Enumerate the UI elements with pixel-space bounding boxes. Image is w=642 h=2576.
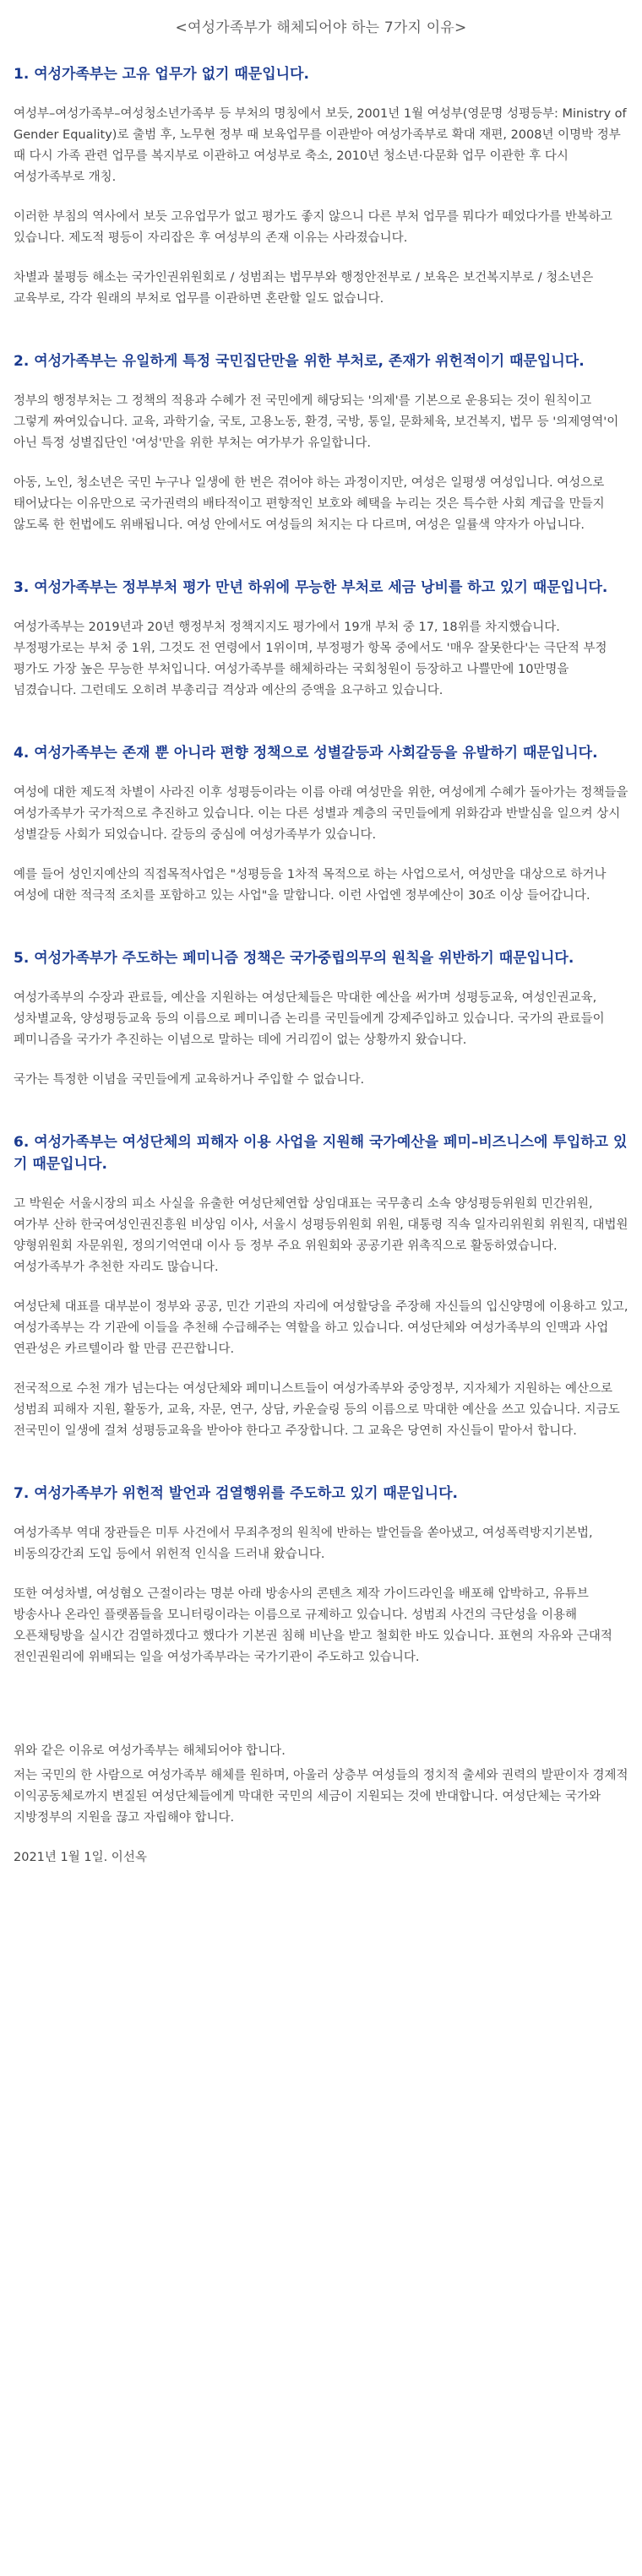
- closing-paragraph: 저는 국민의 한 사람으로 여성가족부 해체를 원하며, 아울러 상층부 여성들의 정치적 출세와 권력의 발판이자 경제적 이익공동체로까지 변질된 여성단체들에게 막대한 국민의 세금이 지원되는 것에 반대합니다. 여성단체는 국가와 지방정부의 지원을 끊고 자립해야 합니다.: [14, 1769, 628, 1825]
- closing-statement: 위와 같은 이유로 여성가족부는 해체되어야 합니다.: [14, 1744, 286, 1758]
- reason-paragraph: 이러한 부침의 역사에서 보듯 고유업무가 없고 평가도 좋지 않으니 다른 부처 업무를 뭐다가 떼었다가를 반복하고 있습니다. 제도적 평등이 자리잡은 후 여성부의 존재 이유는 사라졌습니다.: [14, 210, 612, 245]
- reason-paragraph: 고 박원순 서울시장의 피소 사실을 유출한 여성단체연합 상임대표는 국무총리 소속 양성평등위원회 민간위원, 여가부 산하 한국여성인권진흥원 비상임 이사, 서울시 성평등위원회 위원, 대통령 직속 일자리위원회 위원직, 대법원 양형위원회 자문위원, 정의기억연대 이사 등 정부 주요 위원회와 공공기관 위촉직으로 활동하였습니다. 여성가족부가 추천한 자리도 많습니다.: [14, 1197, 628, 1274]
- reason-heading-6: 6. 여성가족부는 여성단체의 피해자 이용 사업을 지원해 국가예산을 페미–비즈니스에 투입하고 있기 때문입니다.: [14, 1134, 628, 1173]
- reason-section-7: [14, 1483, 628, 1668]
- reason-paragraph: 전국적으로 수천 개가 넘는다는 여성단체와 페미니스트들이 여성가족부와 중앙정부, 지자체가 지원하는 예산으로 성범죄 피해자 지원, 활동가, 교육, 자문, 연구, 상담, 카운슬링 등의 이름으로 막대한 예산을 쓰고 있습니다. 지금도 전국민이 일생에 걸쳐 성평등교육을 받아야 한다고 주장합니다. 그 교육은 당연히 자신들이 맡아서 합니다.: [14, 1382, 620, 1438]
- reason-section-2: [14, 350, 628, 536]
- reason-paragraph: 여성가족부의 수장과 관료들, 예산을 지원하는 여성단체들은 막대한 예산을 써가며 성평등교육, 여성인권교육, 성차별교육, 양성평등교육 등의 이름으로 페미니즘 논리를 국민들에게 강제주입하고 있습니다. 국가의 관료들이 페미니즘을 국가가 추진하는 이념으로 말하는 데에 거리낌이 없는 상황까지 왔습니다.: [14, 991, 605, 1047]
- article-title: <여성가족부가 해체되어야 하는 7가지 이유>: [175, 19, 467, 36]
- reason-section-5: [14, 947, 628, 1091]
- reason-heading-4: 4. 여성가족부는 존재 뿐 아니라 편향 정책으로 성별갈등과 사회갈등을 유발하기 때문입니다.: [14, 745, 598, 762]
- reason-heading-1: 1. 여성가족부는 고유 업무가 없기 때문입니다.: [14, 66, 309, 83]
- reason-paragraph: 아동, 노인, 청소년은 국민 누구나 일생에 한 번은 겪어야 하는 과정이지만, 여성은 일평생 여성입니다. 여성으로 태어났다는 이유만으로 국가권력의 배타적이고 편향적인 보호와 혜택을 누리는 것은 특수한 사회 계급을 만들지 않도록 한 헌법에도 위배됩니다. 여성 안에서도 여성들의 처지는 다 다르며, 여성은 일률색 약자가 아닙니다.: [14, 476, 605, 532]
- reason-paragraph: 국가는 특정한 이념을 국민들에게 교육하거나 주입할 수 없습니다.: [14, 1073, 365, 1087]
- reason-paragraph: 여성부–여성가족부–여성청소년가족부 등 부처의 명칭에서 보듯, 2001년 1월 여성부(영문명 성평등부: Ministry of Gender Equality)로 출범 후, 노무현 정부 때 보육업무를 이관받아 여성가족부로 확대 재편, 2008년 이명박 정부 때 다시 가족 관련 업무를 복지부로 이관하고 여성부로 축소, 2010년 청소년·다문화 업무 이관한 후 다시 여성가족부로 개칭.: [14, 107, 627, 184]
- reason-paragraph: 또한 여성차별, 여성혐오 근절이라는 명분 아래 방송사의 콘텐츠 제작 가이드라인을 배포해 압박하고, 유튜브 방송사나 온라인 플랫폼들을 모니터링이라는 이름으로 규제하고 있습니다. 성범죄 사건의 극단성을 이용해 오픈채팅방을 실시간 검열하겠다고 했다가 기본권 침해 비난을 받고 철회한 바도 있습니다. 표현의 자유와 근대적 전인권원리에 위배되는 일을 여성가족부라는 국가기관이 주도하고 있습니다.: [14, 1587, 612, 1664]
- reason-heading-5: 5. 여성가족부가 주도하는 페미니즘 정책은 국가중립의무의 원칙을 위반하기 때문입니다.: [14, 950, 574, 967]
- reason-paragraph: 정부의 행정부처는 그 정책의 적용과 수혜가 전 국민에게 해당되는 '의제'를 기본으로 운용되는 것이 원칙이고 그렇게 짜여있습니다. 교육, 과학기술, 국토, 고용노동, 환경, 국방, 통일, 문화체육, 보건복지, 법무 등 '의제영역'이 아닌 특정 성별집단인 '여성'만을 위한 부처는 여가부가 유일합니다.: [14, 394, 619, 450]
- reason-section-6: [14, 1131, 628, 1442]
- reason-paragraph: 여성가족부는 2019년과 20년 행정부처 정책지지도 평가에서 19개 부처 중 17, 18위를 차지했습니다. 부정평가로는 부처 중 1위, 그것도 전 연령에서 1위이며, 부정평가 항목 중에서도 '매우 잘못한다'는 극단적 부정 평가도 가장 높은 무능한 부처입니다. 여성가족부를 해체하라는 국회청원이 등장하고 나쁠만에 10만명을 넘겼습니다. 그런데도 오히려 부총리급 격상과 예산의 증액을 요구하고 있습니다.: [14, 621, 607, 697]
- reason-paragraph: 여성단체 대표를 대부분이 정부와 공공, 민간 기관의 자리에 여성할당을 주장해 자신들의 입신양명에 이용하고 있고, 여성가족부는 각 기관에 이들을 추천해 수급해주는 역할을 하고 있습니다. 여성단체와 여성가족부의 인맥과 사업 연관성은 카르텔이라 할 만큼 끈끈합니다.: [14, 1300, 628, 1356]
- reason-section-4: [14, 742, 628, 907]
- signature-date-author: 2021년 1월 1일. 이선옥: [14, 1851, 147, 1864]
- reason-paragraph: 여성에 대한 제도적 차별이 사라진 이후 성평등이라는 이름 아래 여성만을 위한, 여성에게 수혜가 돌아가는 정책들을 여성가족부가 국가적으로 추진하고 있습니다. 이는 다른 성별과 계층의 국민들에게 위화감과 반발심을 일으켜 상시 성별갈등 사회가 되었습니다. 갈등의 중심에 여성가족부가 있습니다.: [14, 786, 628, 842]
- reason-paragraph: 예를 들어 성인지예산의 직접목적사업은 "성평등을 1차적 목적으로 하는 사업으로서, 여성만을 대상으로 하거나 여성에 대한 적극적 조치를 포함하고 있는 사업"을 말합니다. 이런 사업엔 정부예산이 30조 이상 들어갑니다.: [14, 868, 607, 903]
- closing-section: [14, 1741, 628, 1829]
- reason-paragraph: 차별과 불평등 해소는 국가인권위원회로 / 성범죄는 법무부와 행정안전부로 / 보육은 보건복지부로 / 청소년은 교육부로, 각각 원래의 부처로 업무를 이관하면 혼란할 일도 없습니다.: [14, 271, 594, 306]
- reason-heading-3: 3. 여성가족부는 정부부처 평가 만년 하위에 무능한 부처로 세금 낭비를 하고 있기 때문입니다.: [14, 579, 608, 596]
- reason-section-1: [14, 63, 628, 310]
- reason-heading-7: 7. 여성가족부가 위헌적 발언과 검열행위를 주도하고 있기 때문입니다.: [14, 1485, 458, 1502]
- reason-heading-2: 2. 여성가족부는 유일하게 특정 국민집단만을 위한 부처로, 존재가 위헌적이기 때문입니다.: [14, 353, 585, 370]
- reason-paragraph: 여성가족부 역대 장관들은 미투 사건에서 무죄추정의 원칙에 반하는 발언들을 쏟아냈고, 여성폭력방지기본법, 비동의강간죄 도입 등에서 위헌적 인식을 드러내 왔습니다.: [14, 1527, 593, 1561]
- reason-section-3: [14, 577, 628, 702]
